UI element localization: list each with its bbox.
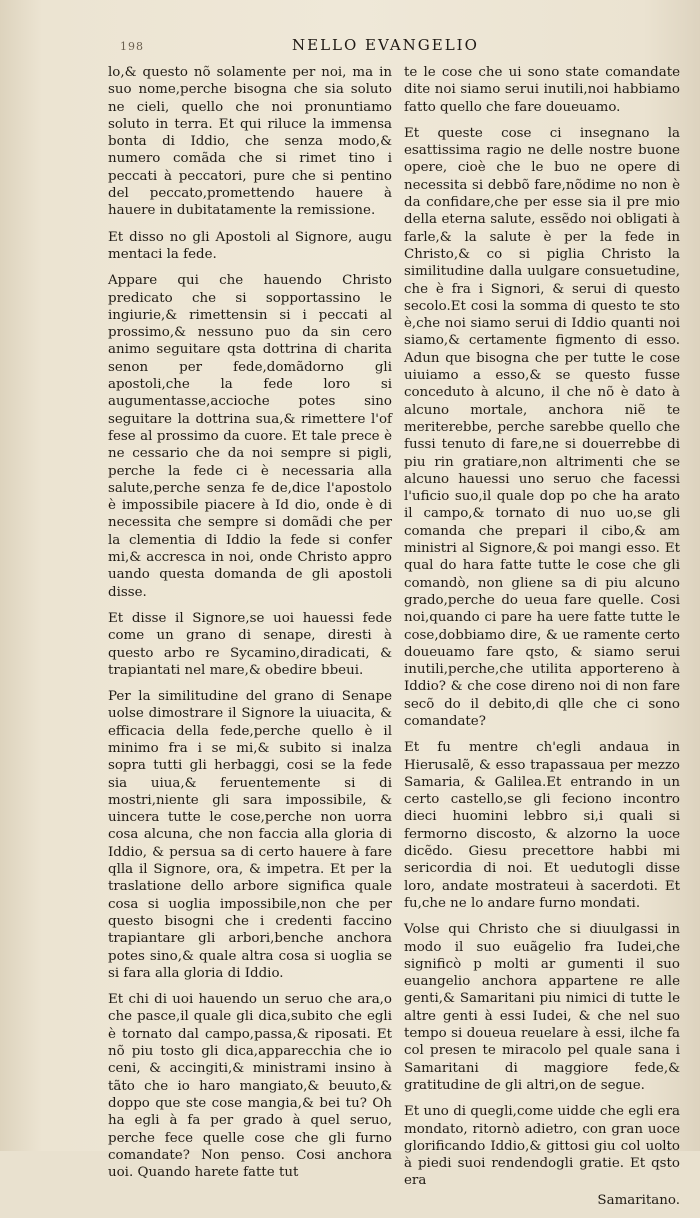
page-number: 198 (120, 40, 144, 53)
paragraph: te le cose che ui sono state comandate dite noi siamo serui inutili,noi habbiamo fatto quello che fare doueuamo. (404, 65, 680, 115)
running-head: NELLO EVANGELIO (292, 36, 479, 54)
verse: Et uno di quegli,come uidde che egli era mondato, ritornò adietro, con gran uoce glorificando Iddio,& gittosi giu col uolto à piedi suoi rendendogli gratie. Et qsto era (404, 1104, 680, 1189)
catchword: Samaritano. (597, 1192, 680, 1208)
paragraph: Appare qui che hauendo Christo predicato che si sopportassino le ingiurie,& rimettensin si i peccati al prossimo,& nessuno puo da sin cero animo seguitare qsta dottrina di charita senon per fede,domãdorno gli apostoli,che la fede loro si augumentasse,accioche potes sino seguitare la dottrina sua,& rimettere l'of fese al prossimo da cuore. Et tale prece è ne cessario che da noi sempre si pigli, perche la fede ci è necessaria alla salute,perche senza fe de,dice l'apostolo è impossibile piacere à Id dio, onde è di necessita che sempre si domãdi che per la clementia di Iddio la fede si confer mi,& accresca in noi, onde Christo appro uando questa domanda de gli apostoli disse. (108, 273, 392, 600)
paragraph: Volse qui Christo che si diuulgassi in modo il suo euãgelio fra Iudei,che significò p molti ar gumenti il suo euangelio anchora appartene re alle genti,& Samaritani piu nimici di tutte le altre genti à essi Iudei, & che nel suo tempo si doueua reuelare à essi, ilche fa col presen te miracolo pel quale sana i Samaritani di maggiore fede,& gratitudine de gli altri,on de segue. (404, 922, 680, 1093)
verse: Et fu mentre ch'egli andaua in Hierusalẽ, & esso trapassaua per mezzo Samaria, & Galilea.Et entrando in un certo castello,se gli feciono incontro dieci huomini lebbro si,i quali si fermorno discosto, & alzorno la uoce dicẽdo. Giesu precettore habbi mi sericordia di noi. Et uedutogli disse loro, andate mostrateui à sacerdoti. Et fu,che ne lo andare furno mondati. (404, 740, 680, 911)
left-column (108, 64, 392, 1190)
paragraph: lo,& questo nõ solamente per noi, ma in suo nome,perche bisogna che sia soluto ne cieli, quello che noi pronuntiamo soluto in terra. Et qui riluce la immensa bonta di Iddio, che senza modo,& numero comãda che si rimet tino i peccati à peccatori, pure che si pentino del peccato,promettendo hauere à hauere in dubitatamente la remissione. (108, 65, 392, 219)
verse: Et chi di uoi hauendo un seruo che ara,o che pasce,il quale gli dica,subito che egli è tornato dal campo,passa,& riposati. Et nõ piu tosto gli dica,apparecchia che io ceni, & accingiti,& ministrami insino à tãto che io haro mangiato,& beuuto,& doppo que ste cose mangia,& bei tu? Oh ha egli à fa per grado à quel seruo, perche fece quelle cose che gli furno comandate? Non penso. Cosi anchora uoi. Quando harete fatte tut (108, 992, 392, 1181)
verse: Et disso no gli Apostoli al Signore, augu mentaci la fede. (108, 229, 392, 262)
paragraph: Per la similitudine del grano di Senape uolse dimostrare il Signore la uiuacita, & efficacia della fede,perche quello è il minimo fra i se mi,& subito si inalza sopra tutti gli herbaggi, cosi se la fede sia uiua,& feruentemente si di mostri,niente gli sara impossibile, & uincera tutte le cose,perche non uorra cosa alcuna, che non faccia alla gloria di Iddio, & persua sa di certo hauere à fare qlla il Signore, ora, & impetra. Et per la traslatione dello arbore significa quale cosa si uoglia impossibile,non che per questo bisogni che i credenti faccino trapiantare gli arbori,benche anchora potes sino,& quale altra cosa si uoglia se si fara alla gloria di Iddio. (108, 689, 392, 981)
verse: Et disse il Signore,se uoi hauessi fede come un grano di senape, diresti à questo arbo re Sycamino,diradicati, & trapiantati nel mare,& obedire bbeui. (108, 610, 392, 678)
right-column (404, 64, 680, 1218)
paragraph: Et queste cose ci insegnano la esattissima ragio ne delle nostre buone opere, cioè che le buo ne opere di necessita si debbõ fare,nõdime no non è da confidare,che per esse sia il pre mio della eterna salute, essẽdo noi obligati à farle,& la salute è per la fede in Christo,& co si piglia Christo la similitudine dalla uulgare consuetudine, che è fra i Signori, & serui di questo secolo.Et cosi la somma di questo te sto è,che noi siamo serui di Iddio quanti noi siamo,& certamente figmento di esso. Adun que bisogna che per tutte le cose uiuiamo a esso,& se questo fusse conceduto à alcuno, il che nõ è dato à alcuno mortale, anchora niẽ te meriterebbe, perche sarebbe quello che fussi tenuto di fare,ne si douerrebbe di piu rin gratiare,non altrimenti che se alcuno hauessi uno seruo che facessi l'uficio suo,il quale dop po che ha arato il campo,& tornato di nuo uo,se gli comanda che prepari il cibo,& am ministri al Signore,& poi mangi esso. Et qual do hara fatte tutte le cose che gli comandò, non gliene sa di piu alcuno grado,perche do ueua fare quelle. Cosi noi,quando ci pare ha uere fatte tutte le cose,dobbiamo dire, & ue ramente certo doueuamo fare qsto, & siamo serui inutili,perche,che utilita apportereno à Iddio? & che cose direno noi di non fare secõ do il debito,di qlle che ci sono comandate? (404, 125, 680, 729)
